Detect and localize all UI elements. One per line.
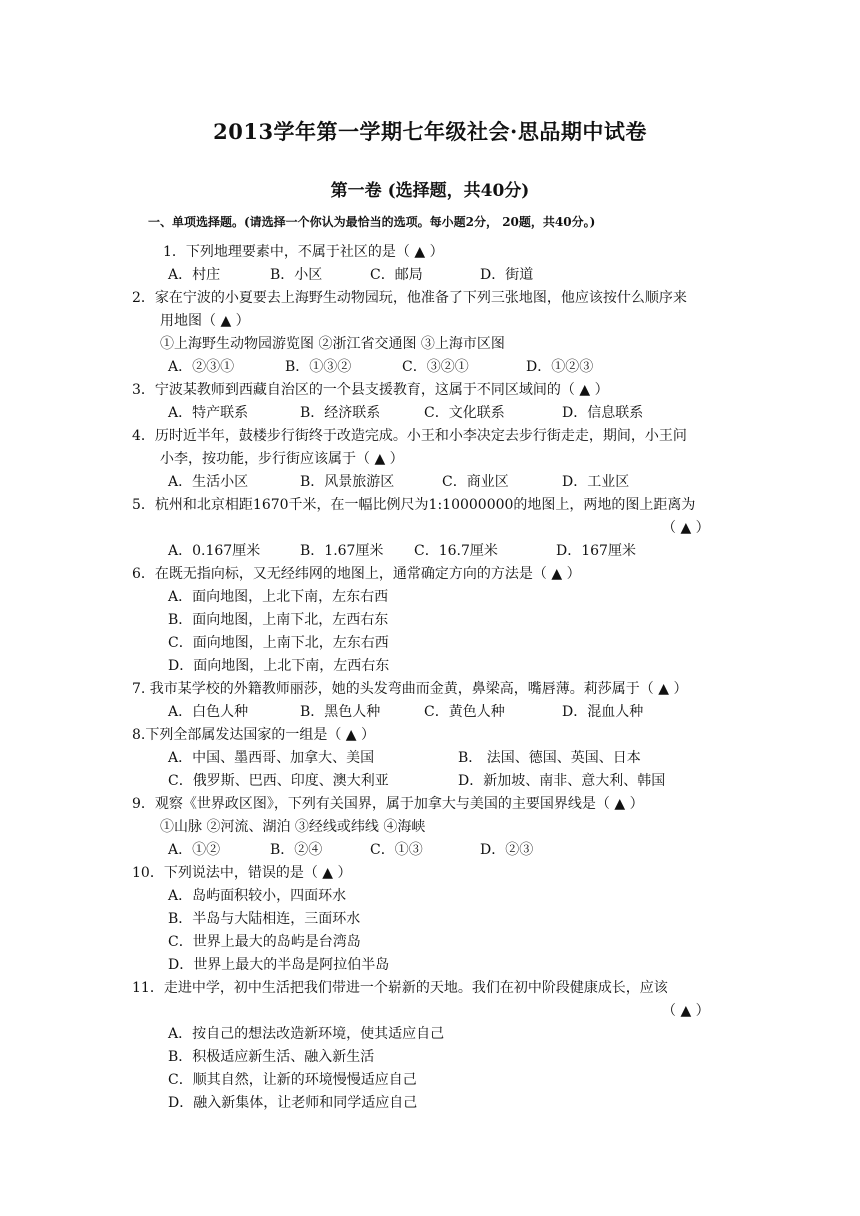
question-10-stem: 10．下列说法中，错误的是（ ▲ ） <box>132 865 352 881</box>
question-2-option-d: D．①②③ <box>526 359 594 375</box>
question-3-option-b: B．经济联系 <box>300 405 381 421</box>
question-10-option-a: A．岛屿面积较小，四面环水 <box>168 888 347 904</box>
question-5-answer-blank: （ ▲ ） <box>662 520 710 536</box>
question-8-option-d: D．新加坡、南非、意大利、韩国 <box>458 773 666 789</box>
question-8-option-a: A．中国、墨西哥、加拿大、美国 <box>168 750 375 766</box>
question-2-option-c: C．③②① <box>402 359 469 375</box>
question-2-stem-cont: 用地图（ ▲ ） <box>160 313 250 329</box>
question-2-stem: 2．家在宁波的小夏要去上海野生动物园玩，他准备了下列三张地图，他应该按什么顺序来 <box>132 290 687 306</box>
question-6-option-a: A．面向地图，上北下南，左东右西 <box>168 589 389 605</box>
question-11-answer-blank: （ ▲ ） <box>662 1003 710 1019</box>
question-7-option-a: A．白色人种 <box>168 704 249 720</box>
question-1-stem: 1．下列地理要素中，不属于社区的是（ ▲ ） <box>163 244 444 260</box>
question-7-option-d: D．混血人种 <box>562 704 644 720</box>
question-3-option-d: D．信息联系 <box>562 405 644 421</box>
question-2-option-a: A．②③① <box>168 359 235 375</box>
question-5-option-b: B．1.67厘米 <box>300 543 384 559</box>
section-title: 第一卷 (选择题，共40分) <box>330 181 530 201</box>
question-6-option-c: C．面向地图，上南下北，左东右西 <box>168 635 389 651</box>
section-instruction: 一、单项选择题。(请选择一个你认为最恰当的选项。每小题2分， 20题，共40分。) <box>148 215 596 229</box>
question-5-option-d: D．167厘米 <box>556 543 636 559</box>
question-10-option-d: D．世界上最大的半岛是阿拉伯半岛 <box>168 957 390 973</box>
question-10-option-b: B．半岛与大陆相连，三面环水 <box>168 911 361 927</box>
question-9-option-a: A．①② <box>168 842 221 858</box>
question-3-stem: 3．宁波某教师到西藏自治区的一个县支援教育，这属于不同区域间的（ ▲ ） <box>132 382 609 398</box>
question-7-option-c: C．黄色人种 <box>424 704 505 720</box>
question-4-option-c: C．商业区 <box>442 474 509 490</box>
question-10-option-c: C．世界上最大的岛屿是台湾岛 <box>168 934 361 950</box>
question-2-option-b: B．①③② <box>285 359 352 375</box>
question-9-choices: ①山脉 ②河流、湖泊 ③经线或纬线 ④海峡 <box>160 819 426 835</box>
question-1-option-a: A．村庄 <box>168 267 221 283</box>
page-title: 2013学年第一学期七年级社会·思品期中试卷 <box>213 119 647 144</box>
question-5-option-c: C．16.7厘米 <box>414 543 498 559</box>
question-9-option-d: D．②③ <box>480 842 534 858</box>
question-9-option-c: C．①③ <box>370 842 423 858</box>
question-7-stem: 7. 我市某学校的外籍教师丽莎，她的头发弯曲而金黄，鼻梁高，嘴唇薄。莉莎属于（ ▲ ） <box>132 681 688 697</box>
question-5-option-a: A．0.167厘米 <box>168 543 261 559</box>
question-6-option-b: B．面向地图，上南下北，左西右东 <box>168 612 389 628</box>
question-7-option-b: B．黑色人种 <box>300 704 381 720</box>
question-4-option-b: B．风景旅游区 <box>300 474 395 490</box>
question-3-option-c: C．文化联系 <box>424 405 505 421</box>
question-9-option-b: B．②④ <box>270 842 323 858</box>
question-11-option-a: A．按自己的想法改造新环境，使其适应自己 <box>168 1026 445 1042</box>
question-11-option-b: B．积极适应新生活、融入新生活 <box>168 1049 375 1065</box>
question-9-stem: 9．观察《世界政区图》，下列有关国界，属于加拿大与美国的主要国界线是（ ▲ ） <box>132 796 644 812</box>
question-6-stem: 6．在既无指向标，又无经纬网的地图上，通常确定方向的方法是（ ▲ ） <box>132 566 581 582</box>
question-11-stem: 11．走进中学，初中生活把我们带进一个崭新的天地。我们在初中阶段健康成长，应该 <box>132 980 668 996</box>
question-1-option-d: D．街道 <box>480 267 534 283</box>
question-8-option-b: B． 法国、德国、英国、日本 <box>458 750 641 766</box>
question-11-option-c: C．顺其自然，让新的环境慢慢适应自己 <box>168 1072 417 1088</box>
question-4-stem: 4．历时近半年，鼓楼步行街终于改造完成。小王和小李决定去步行街走走，期间，小王问 <box>132 428 687 444</box>
question-4-option-d: D．工业区 <box>562 474 630 490</box>
question-4-stem-cont: 小李，按功能，步行街应该属于（ ▲ ） <box>160 451 404 467</box>
question-1-option-b: B．小区 <box>270 267 323 283</box>
question-8-stem: 8.下列全部属发达国家的一组是（ ▲ ） <box>132 727 376 743</box>
question-2-map-list: ①上海野生动物园游览图 ②浙江省交通图 ③上海市区图 <box>160 336 505 352</box>
question-11-option-d: D．融入新集体，让老师和同学适应自己 <box>168 1095 418 1111</box>
question-6-option-d: D．面向地图，上北下南，左西右东 <box>168 658 390 674</box>
question-4-option-a: A．生活小区 <box>168 474 249 490</box>
question-1-option-c: C．邮局 <box>370 267 423 283</box>
question-8-option-c: C．俄罗斯、巴西、印度、澳大利亚 <box>168 773 389 789</box>
question-5-stem: 5．杭州和北京相距1670千米，在一幅比例尺为1:10000000的地图上，两地的图上距离为 <box>132 497 696 513</box>
question-3-option-a: A．特产联系 <box>168 405 249 421</box>
